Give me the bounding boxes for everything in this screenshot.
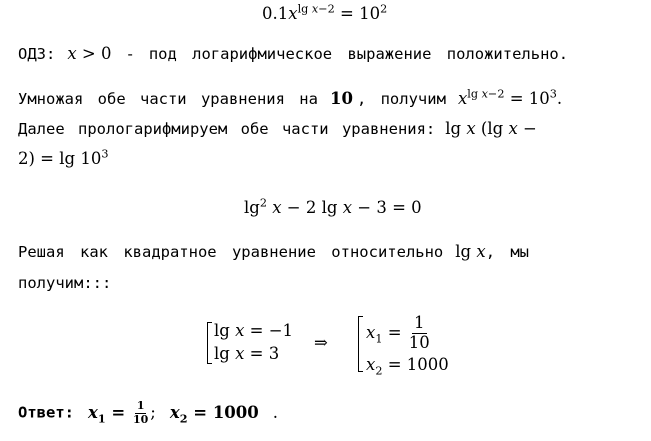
system-right-1: $x_1$ = $\frac{1}{10}$	[366, 313, 430, 352]
answer-label: Ответ:	[18, 403, 74, 422]
step3-line2: получим:::	[18, 274, 112, 292]
answer-x1: $x_1$ = $\frac{1}{10}$	[88, 399, 149, 426]
answer-line	[18, 400, 278, 426]
step1-line	[18, 87, 563, 108]
system-right-2: $x_2 = 1000$	[366, 355, 449, 378]
left-bracket	[207, 322, 212, 364]
step3-text: Решая как квадратное уравнение относительно	[18, 243, 444, 261]
odz-label: ОДЗ:	[18, 45, 56, 63]
equation-top: $0.1x^{lg x-2} = 10^2$	[262, 2, 388, 23]
step3-text-end: , мы	[485, 243, 530, 261]
odz-dash: -	[125, 45, 135, 63]
equation-center: $\lg^2 x - 2$ lg x − 3 = 0	[244, 196, 422, 217]
step3-line1	[18, 244, 529, 261]
step2-equation-part: lg x (lg x −	[445, 119, 537, 138]
right-bracket	[358, 316, 363, 372]
step2-text: Далее прологарифмируем обе части уравнения:	[18, 120, 436, 138]
step1-equation: $x^{lg x-2} = 10^3$.	[457, 87, 563, 108]
step1-text-2: , получим	[356, 90, 446, 108]
answer-end: .	[272, 402, 279, 422]
step3-var: lg x	[455, 242, 486, 261]
odz-condition: x > 0	[67, 44, 112, 63]
system-left-1: lg x = −1	[214, 321, 294, 340]
answer-separator: ;	[150, 402, 156, 422]
step1-number: 10	[329, 89, 353, 108]
system-left-2: lg x = 3	[214, 344, 280, 363]
step2-line1	[18, 121, 537, 138]
odz-text: под логарифмическое выражение положительно.	[148, 45, 569, 63]
step1-text: Умножая обе части уравнения на	[18, 90, 318, 108]
odz-line	[18, 46, 568, 63]
answer-x2: $x_2 = 1000$	[169, 402, 259, 425]
implies-arrow: ⇒	[314, 333, 328, 352]
step2-equation-cont: $2) = \lg 10^3$	[18, 147, 109, 168]
